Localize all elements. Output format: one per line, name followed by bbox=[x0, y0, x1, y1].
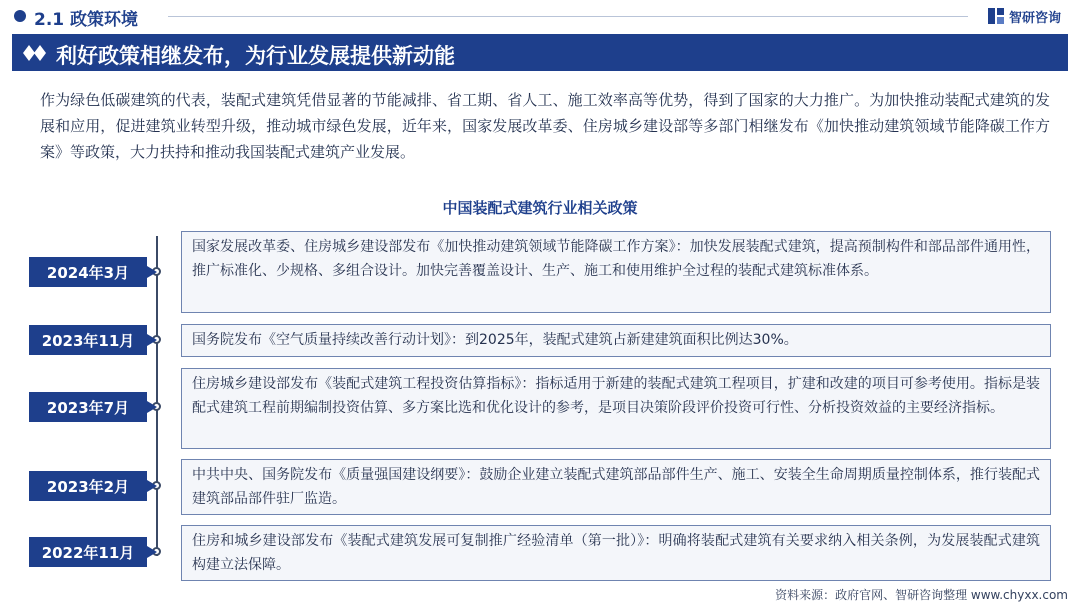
logo-text: 智研咨询 bbox=[1009, 10, 1062, 26]
headline-banner bbox=[12, 34, 1068, 71]
policy-date-badge: 2022年11月 bbox=[29, 537, 147, 567]
policy-chart-title: 中国装配式建筑行业相关政策 bbox=[442, 199, 638, 217]
section-bullet-icon bbox=[14, 10, 26, 22]
logo-mark-icon bbox=[986, 6, 1006, 26]
policy-description-box: 国务院发布《空气质量持续改善行动计划》：到2025年，装配式建筑占新建建筑面积比例达30%。 bbox=[181, 324, 1051, 357]
policy-description-box: 国家发展改革委、住房城乡建设部发布《加快推动建筑领域节能降碳工作方案》：加快发展装配式建筑，提高预制构件和部品部件通用性，推广标准化、少规格、多组合设计。加快完善覆盖设计、生产、施工和使用维护全过程的装配式建筑标准体系。 bbox=[181, 231, 1051, 313]
brand-logo bbox=[986, 6, 1061, 26]
timeline-axis bbox=[156, 236, 158, 556]
policy-date-badge: 2023年2月 bbox=[29, 471, 147, 501]
policy-description-box: 住房和城乡建设部发布《装配式建筑发展可复制推广经验清单（第一批）》：明确将装配式建筑有关要求纳入相关条例，为发展装配式建筑构建立法保障。 bbox=[181, 525, 1051, 581]
policy-date-badge: 2023年11月 bbox=[29, 325, 147, 355]
policy-date-badge: 2023年7月 bbox=[29, 392, 147, 422]
policy-description-box: 住房城乡建设部发布《装配式建筑工程投资估算指标》：指标适用于新建的装配式建筑工程项目，扩建和改建的项目可参考使用。指标是装配式建筑工程前期编制投资估算、多方案比选和优化设计的参考，是项目决策阶段评价投资可行性、分析投资效益的主要经济指标。 bbox=[181, 368, 1051, 449]
double-diamond-icon bbox=[22, 43, 48, 63]
section-title: 2.1 政策环境 bbox=[34, 10, 139, 30]
intro-paragraph: 作为绿色低碳建筑的代表，装配式建筑凭借显著的节能减排、省工期、省人工、施工效率高等优势，得到了国家的大力推广。为加快推动装配式建筑的发展和应用，促进建筑业转型升级，推动城市绿色发展，近年来，国家发展改革委、住房城乡建设部等多部门相继发布《加快推动建筑领域节能降碳工作方案》等政策，大力扶持和推动我国装配式建筑产业发展。 bbox=[40, 91, 1050, 161]
source-note: 资料来源：政府官网、智研咨询整理 www.chyxx.com bbox=[775, 588, 1068, 602]
headline-text: 利好政策相继发布，为行业发展提供新动能 bbox=[56, 44, 455, 68]
policy-description-box: 中共中央、国务院发布《质量强国建设纲要》：鼓励企业建立装配式建筑部品部件生产、施工、安装全生命周期质量控制体系，推行装配式建筑部品部件驻厂监造。 bbox=[181, 459, 1051, 515]
policy-date-badge: 2024年3月 bbox=[29, 257, 147, 287]
top-divider bbox=[168, 16, 968, 17]
top-section-bar bbox=[0, 0, 1080, 34]
